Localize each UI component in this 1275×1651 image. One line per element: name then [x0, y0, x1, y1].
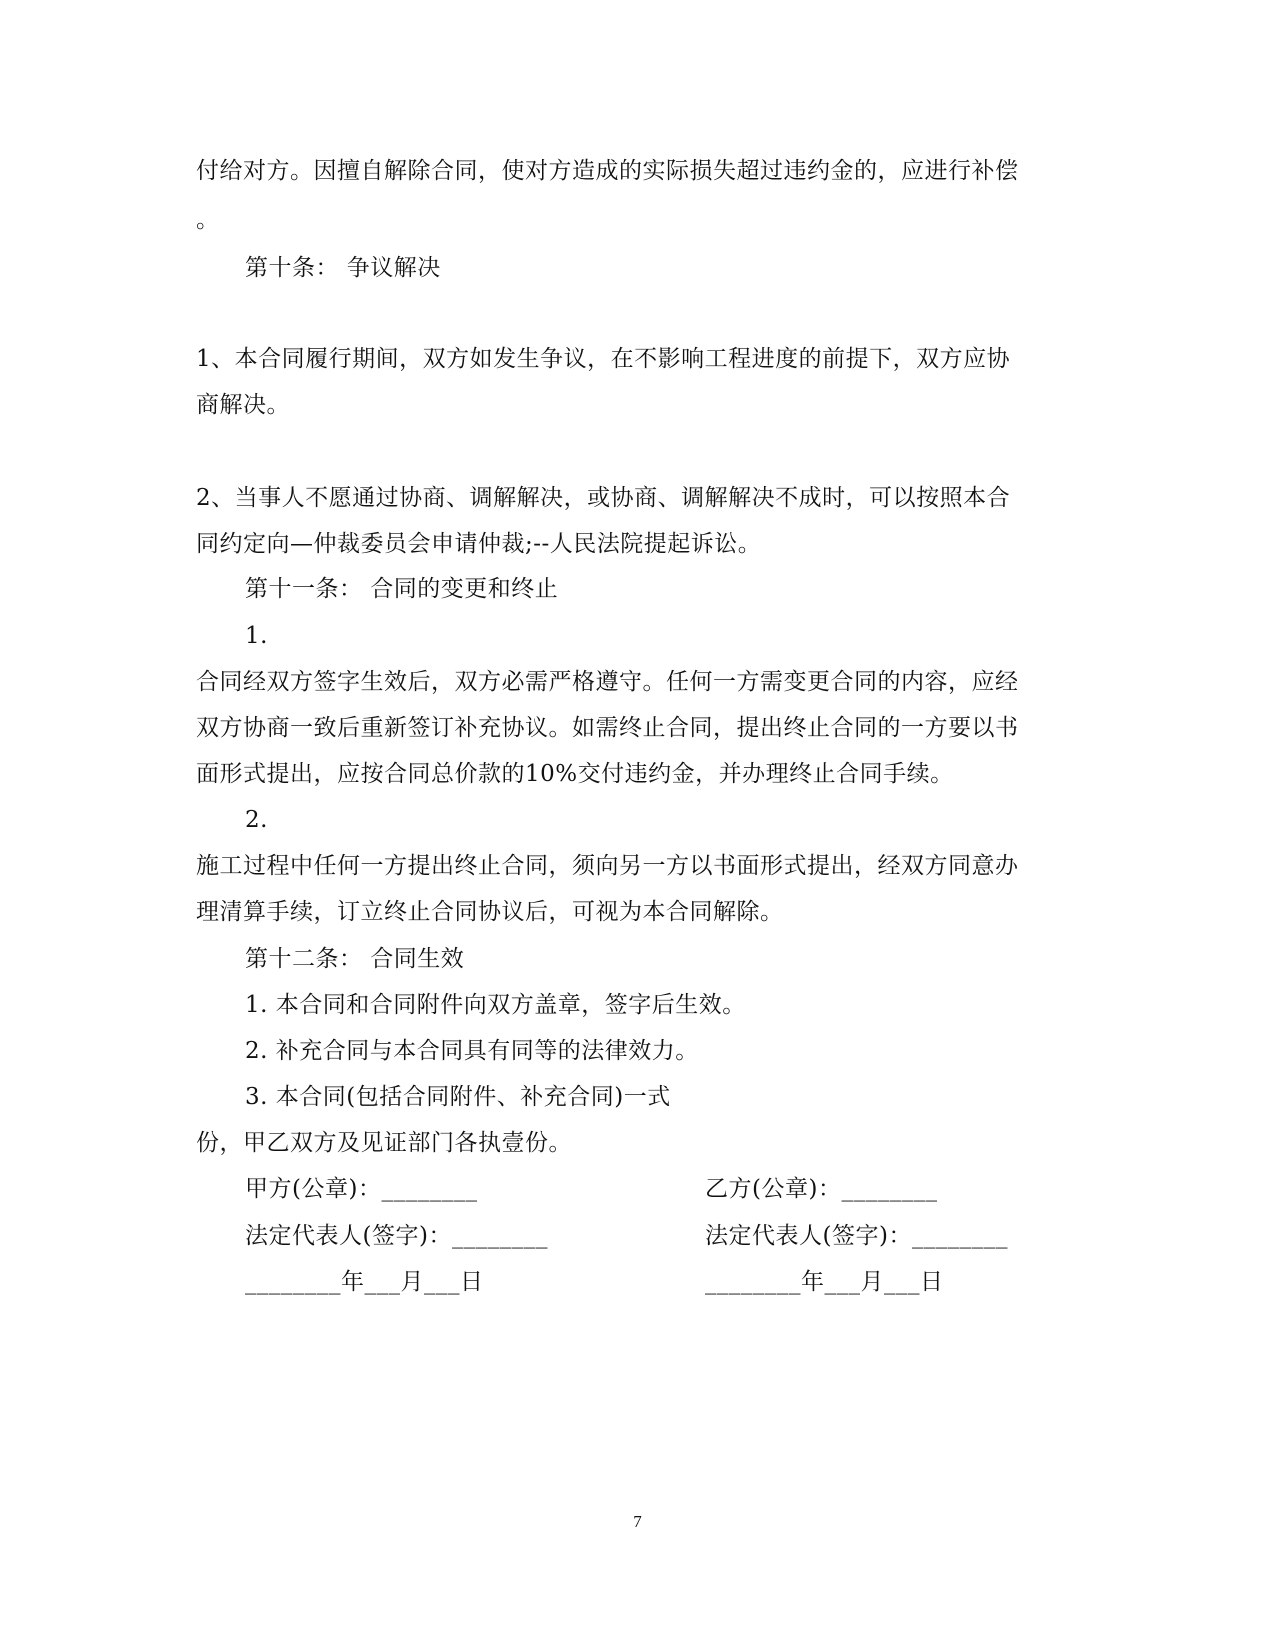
list-item: 3. 本合同(包括合同附件、补充合同)一式 [245, 1084, 671, 1110]
paragraph-line: 面形式提出，应按合同总价款的10%交付违约金，并办理终止合同手续。 [196, 761, 954, 787]
paragraph-line: 付给对方。因擅自解除合同，使对方造成的实际损失超过违约金的，应进行补偿 [196, 158, 1019, 184]
list-number: 1. [245, 623, 268, 649]
party-a-representative: 法定代表人(签字)：________ [245, 1223, 548, 1249]
list-item: 1. 本合同和合同附件向双方盖章，签字后生效。 [245, 992, 746, 1018]
party-b-representative: 法定代表人(签字)：________ [705, 1223, 1008, 1249]
paragraph-line: 施工过程中任何一方提出终止合同，须向另一方以书面形式提出，经双方同意办 [196, 853, 1019, 879]
article-11-heading: 第十一条： 合同的变更和终止 [245, 576, 559, 602]
article-10-heading: 第十条： 争议解决 [245, 255, 441, 281]
party-b-seal: 乙方(公章)：________ [705, 1176, 938, 1202]
paragraph-line: 2、当事人不愿通过协商、调解解决，或协商、调解解决不成时，可以按照本合 [196, 485, 1011, 511]
paragraph-line: 合同经双方签字生效后，双方必需严格遵守。任何一方需变更合同的内容，应经 [196, 669, 1019, 695]
list-item: 2. 补充合同与本合同具有同等的法律效力。 [245, 1038, 699, 1064]
party-a-date: ________年___月___日 [245, 1269, 484, 1295]
paragraph-line: 理清算手续，订立终止合同协议后，可视为本合同解除。 [196, 899, 784, 925]
paragraph-line: 1、本合同履行期间，双方如发生争议，在不影响工程进度的前提下，双方应协 [196, 346, 1011, 372]
party-b-date: ________年___月___日 [705, 1269, 944, 1295]
party-a-seal: 甲方(公章)：________ [245, 1176, 478, 1202]
page-number: 7 [633, 1512, 642, 1531]
paragraph-line: 。 [196, 207, 220, 233]
paragraph-line: 同约定向—仲裁委员会申请仲裁;--人民法院提起诉讼。 [196, 531, 762, 557]
article-12-heading: 第十二条： 合同生效 [245, 946, 465, 972]
list-number: 2. [245, 807, 268, 833]
paragraph-line: 商解决。 [196, 392, 290, 418]
paragraph-line: 双方协商一致后重新签订补充协议。如需终止合同，提出终止合同的一方要以书 [196, 715, 1019, 741]
paragraph-line: 份，甲乙双方及见证部门各执壹份。 [196, 1130, 572, 1156]
